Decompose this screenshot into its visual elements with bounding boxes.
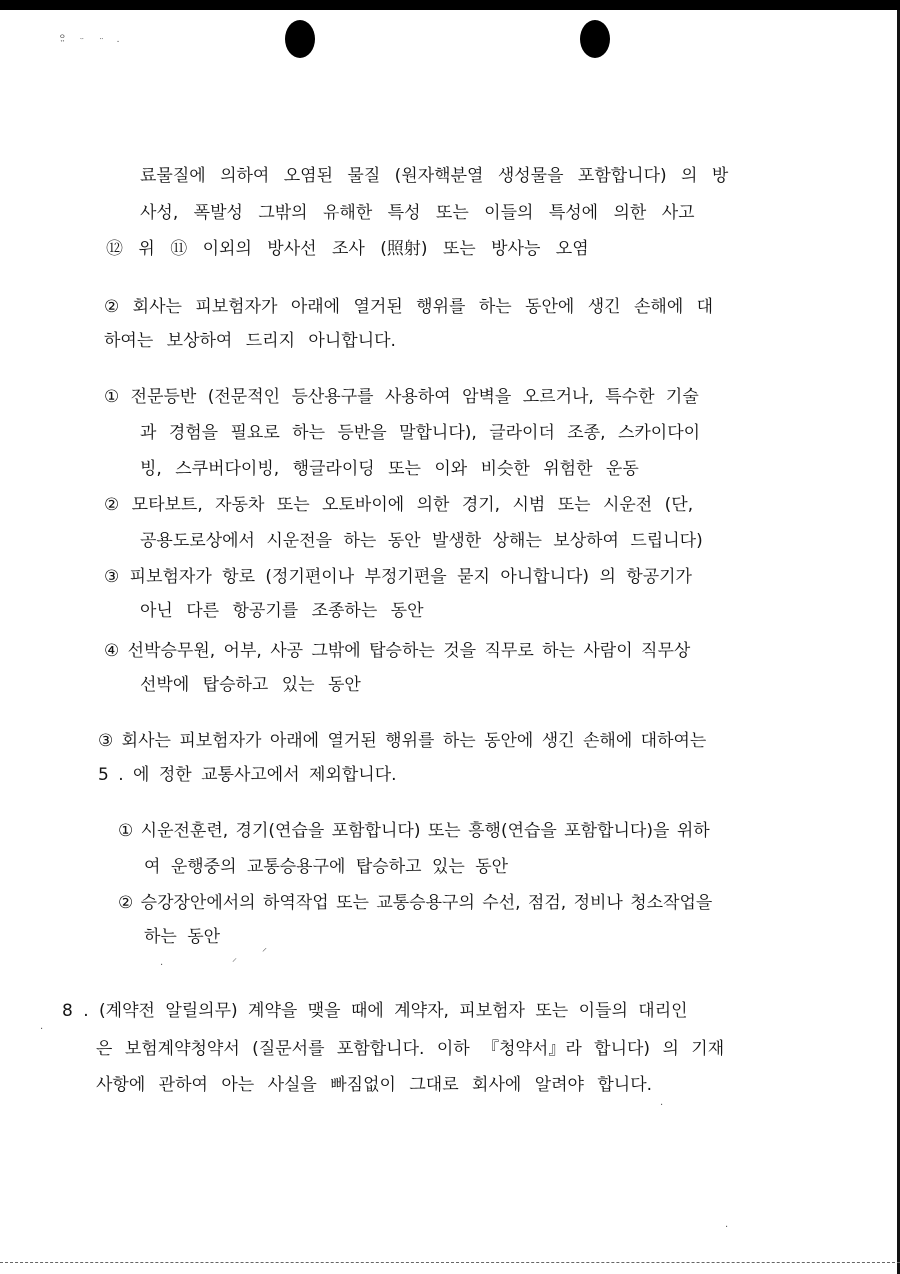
text-line: ③ 회사는 피보험자가 아래에 열거된 행위를 하는 동안에 생긴 손해에 대하여는: [98, 731, 707, 751]
text-line: 하여는 보상하여 드리지 아니합니다.: [104, 331, 396, 351]
scan-speck: ·: [160, 960, 164, 971]
text-line: ① 전문등반 (전문적인 등산용구를 사용하여 암벽을 오르거나, 특수한 기술: [104, 387, 699, 407]
text-line: 과 경험을 필요로 하는 등반을 말합니다), 글라이더 조종, 스카이다이: [140, 423, 701, 443]
text-line: 공용도로상에서 시운전을 하는 동안 발생한 상해는 보상하여 드립니다): [140, 531, 703, 551]
text-line: ⑫ 위 ⑪ 이외의 방사선 조사 (照射) 또는 방사능 오염: [106, 239, 589, 259]
punch-hole-left: [285, 20, 315, 58]
text-line: ① 시운전훈련, 경기(연습을 포함합니다) 또는 흥행(연습을 포함합니다)을 위하: [118, 821, 710, 841]
text-line: 료물질에 의하여 오염된 물질 (원자핵분열 생성물을 포함합니다) 의 방: [140, 166, 729, 186]
scan-speck: ·: [40, 1024, 44, 1035]
text-line: 빙, 스쿠버다이빙, 행글라이딩 또는 이와 비슷한 위험한 운동: [140, 459, 639, 479]
scan-bottom-edge: [0, 1262, 900, 1263]
text-line: ② 모타보트, 자동차 또는 오토바이에 의한 경기, 시범 또는 시운전 (단,: [104, 495, 694, 515]
text-line: 사항에 관하여 아는 사실을 빠짐없이 그대로 회사에 알려야 합니다.: [96, 1075, 653, 1095]
text-line: ④ 선박승무원, 어부, 사공 그밖에 탑승하는 것을 직무로 하는 사람이 직무상: [104, 641, 691, 661]
text-line: 사성, 폭발성 그밖의 유해한 특성 또는 이들의 특성에 의한 사고: [140, 203, 695, 223]
corner-mark: ᄋᆢ ᆢ ᆢ .: [58, 35, 124, 45]
text-line: 아닌 다른 항공기를 조종하는 동안: [140, 601, 424, 621]
scan-speck: ⸍: [262, 947, 267, 958]
punch-hole-right: [580, 20, 610, 58]
text-line: 하는 동안: [144, 927, 221, 947]
text-line: 여 운행중의 교통승용구에 탑승하고 있는 동안: [144, 857, 509, 877]
text-line: 은 보험계약청약서 (질문서를 포함합니다. 이하 『청약서』라 합니다) 의 기재: [96, 1039, 725, 1059]
text-line: ② 승강장안에서의 하역작업 또는 교통승용구의 수선, 점검, 정비나 청소작업을: [118, 893, 713, 913]
text-line: 5 . 에 정한 교통사고에서 제외합니다.: [98, 765, 397, 785]
scan-speck: ⸝: [232, 953, 237, 964]
text-line: 8 . (계약전 알릴의무) 계약을 맺을 때에 계약자, 피보험자 또는 이들의 대리인: [62, 1001, 688, 1021]
scan-top-border: [0, 0, 900, 10]
scan-speck: ·: [660, 1100, 664, 1111]
text-line: ② 회사는 피보험자가 아래에 열거된 행위를 하는 동안에 생긴 손해에 대: [104, 297, 714, 317]
scan-speck: ·: [725, 1222, 729, 1233]
text-line: 선박에 탑승하고 있는 동안: [140, 675, 361, 695]
text-line: ③ 피보험자가 항로 (정기편이나 부정기편을 묻지 아니합니다) 의 항공기가: [104, 567, 692, 587]
